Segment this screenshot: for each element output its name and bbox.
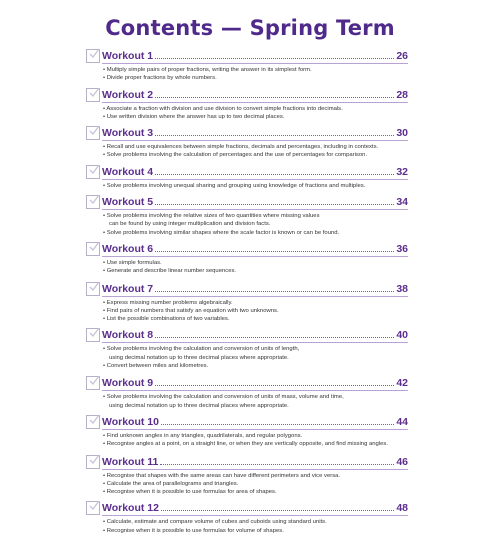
dot-leader [155,337,394,338]
objective-item: • Solve problems involving the relative sizes of two quantities where missing values [103,213,320,220]
divider [102,256,408,257]
dot-leader [155,291,394,292]
objective-list [103,472,408,497]
workout-heading [102,194,408,208]
contents-entry [86,87,408,122]
objective-item: • Solve problems involving the calculation of percentages and the use of percentages for comparison. [103,152,368,159]
workout-heading [102,87,408,101]
objective-item: • Recognise angles at a point, on a straight line, or when they are vertically opposite, and find missing angles. [103,441,388,448]
workout-title: Workout 2 [102,88,154,101]
page-number: 34 [396,196,408,209]
objective-list [103,105,408,122]
page-number: 44 [396,415,408,428]
page-number: 26 [396,50,408,62]
contents-entry [86,454,408,497]
objective-item: using decimal notation up to three decimal places where appropriate. [109,354,289,361]
page-number: 46 [396,455,408,468]
page-number: 48 [396,502,408,515]
workout-title: Workout 7 [102,282,154,295]
divider [102,515,408,516]
divider [102,296,408,297]
workout-title: Workout 3 [102,127,154,140]
objective-item: • Associate a fraction with division and use division to convert simple fractions into decimals. [103,105,343,112]
contents-entry [86,375,408,410]
workout-heading [102,164,408,178]
divider [102,63,408,64]
divider [102,179,408,180]
objective-item: • List the possible combinations of two variables. [103,316,230,323]
check-icon [88,194,101,206]
workout-title: Workout 9 [102,377,154,390]
divider [102,209,408,210]
workout-heading [102,281,408,295]
dot-leader [161,510,394,511]
objective-item: • Recognise when it is possible to use formulas for volume of shapes. [103,527,284,534]
objective-list [103,299,408,324]
contents-entry [86,48,408,83]
checkbox[interactable] [86,49,100,63]
dot-leader [155,251,394,252]
objective-item: • Recognise that shapes with the same areas can have different perimeters and vice versa. [103,472,341,479]
workout-title: Workout 11 [102,455,159,468]
objective-item: • Divide proper fractions by whole numbers. [103,75,217,82]
check-icon [88,281,101,293]
objective-item: • Use simple formulas. [103,259,162,266]
checkbox[interactable] [86,126,100,140]
checkbox[interactable] [86,282,100,296]
objective-item: • Recall and use equivalences between simple fractions, decimals and percentages, including in contexts. [103,144,379,151]
divider [102,102,408,103]
checkbox[interactable] [86,455,100,469]
workout-heading [102,48,408,62]
contents-entry [86,500,408,535]
page-title: Contents — Spring Term [105,16,395,40]
divider [102,429,408,430]
contents-entry [86,327,408,370]
checkbox[interactable] [86,88,100,102]
workout-title: Workout 1 [102,50,154,62]
check-icon [88,125,101,137]
check-icon [88,327,101,339]
workout-title: Workout 4 [102,165,154,178]
check-icon [88,500,101,512]
objective-list [103,182,408,190]
objective-item: • Find unknown angles in any triangles, quadrilaterals, and regular polygons. [103,432,303,439]
objective-item: can be found by using integer multiplication and division facts. [109,221,271,228]
workout-title: Workout 6 [102,242,154,255]
objective-item: • Calculate, estimate and compare volume of cubes and cuboids using standard units. [103,519,327,526]
objective-item: • Find pairs of numbers that satisfy an equation with two unknowns. [103,307,279,314]
objective-item: • Convert between miles and kilometres. [103,363,209,370]
contents-entry [86,194,408,237]
objective-list [103,143,408,160]
objective-list [103,259,408,276]
contents-list [86,48,408,535]
objective-item: using decimal notation up to three decimal places where appropriate. [109,402,289,409]
dot-leader [155,174,394,175]
check-icon [88,87,101,99]
workout-heading [102,414,408,428]
objective-item: • Recognise when it is possible to use formulas for area of shapes. [103,489,277,496]
checkbox[interactable] [86,328,100,342]
objective-list [103,393,408,410]
contents-entry [86,125,408,160]
contents-entry [86,414,408,449]
divider [102,140,408,141]
dot-leader [155,204,394,205]
workout-heading [102,241,408,255]
page-number: 38 [396,282,408,295]
checkbox[interactable] [86,415,100,429]
objective-item: • Calculate the area of parallelograms and triangles. [103,480,239,487]
check-icon [88,375,101,387]
check-icon [88,48,101,60]
objective-item: • Express missing number problems algebraically. [103,299,233,306]
contents-entry [86,241,408,276]
objective-item: • Generate and describe linear number sequences. [103,268,237,275]
workout-title: Workout 12 [102,502,159,515]
workout-heading [102,125,408,139]
dot-leader [155,58,394,59]
checkbox[interactable] [86,195,100,209]
page-number: 40 [396,329,408,342]
objective-list [103,345,408,370]
workout-title: Workout 5 [102,196,154,209]
workout-title: Workout 10 [102,415,159,428]
checkbox[interactable] [86,242,100,256]
workout-heading [102,500,408,514]
page-number: 32 [396,165,408,178]
objective-item: • Solve problems involving the calculation and conversion of units of length, [103,346,300,353]
objective-item: • Use written division where the answer has up to two decimal places. [103,113,285,120]
dot-leader [161,424,394,425]
check-icon [88,454,101,466]
page-number: 28 [396,88,408,101]
checkbox[interactable] [86,501,100,515]
checkbox[interactable] [86,165,100,179]
objective-list [103,432,408,449]
contents-entry [86,164,408,190]
page-number: 30 [396,127,408,140]
objective-list [103,212,408,237]
workout-heading [102,375,408,389]
objective-item: • Solve problems involving unequal sharing and grouping using knowledge of fractions and multiples. [103,182,366,189]
check-icon [88,241,101,253]
dot-leader [160,464,394,465]
dot-leader [155,385,394,386]
workout-title: Workout 8 [102,329,154,342]
objective-item: • Solve problems involving similar shapes where the scale factor is known or can be found. [103,229,340,236]
objective-item: • Multiply simple pairs of proper fractions, writing the answer in its simplest form. [103,67,312,73]
checkbox[interactable] [86,376,100,390]
check-icon [88,164,101,176]
page-number: 36 [396,242,408,255]
divider [102,390,408,391]
workout-heading [102,327,408,341]
check-icon [88,414,101,426]
dot-leader [155,97,394,98]
objective-list [103,66,408,83]
page-number: 42 [396,377,408,390]
contents-entry [86,281,408,324]
workout-heading [102,454,408,468]
dot-leader [155,135,394,136]
divider [102,342,408,343]
divider [102,469,408,470]
objective-list [103,518,408,535]
objective-item: • Solve problems involving the calculation and conversion of units of mass, volume and time, [103,394,344,401]
